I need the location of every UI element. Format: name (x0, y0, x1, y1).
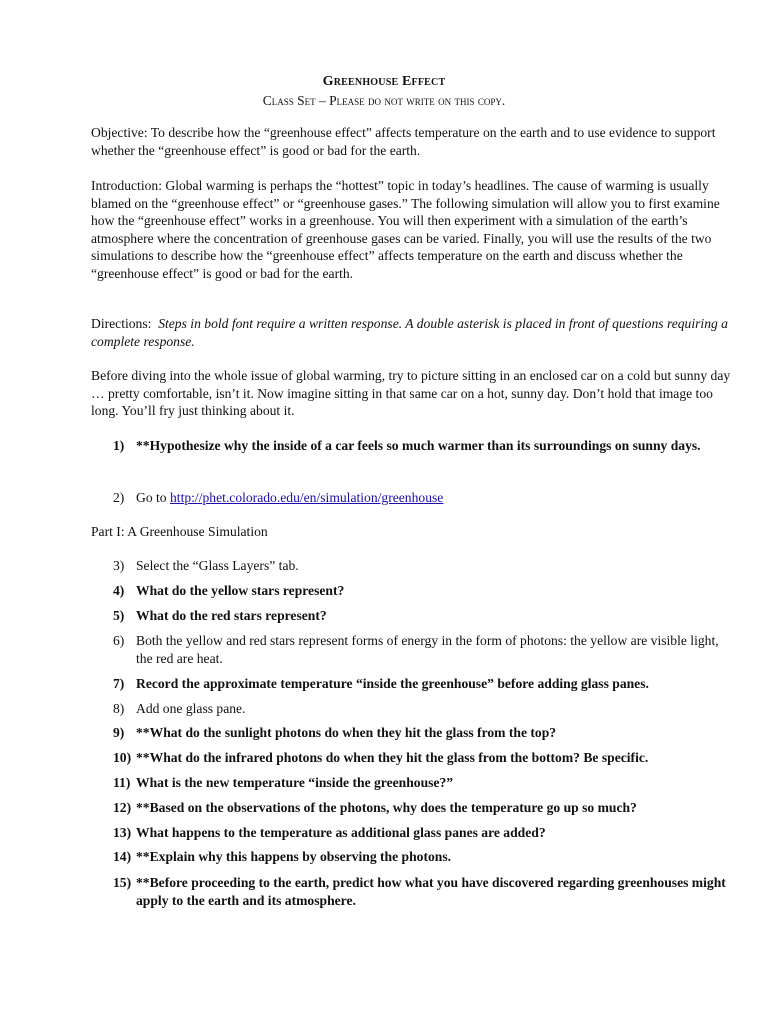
item-number: 2) (113, 490, 125, 505)
item-text: What happens to the temperature as additional glass panes are added? (136, 825, 546, 840)
item-number: 6) (113, 633, 125, 648)
item-number: 5) (113, 608, 125, 623)
item-number: 14) (113, 849, 132, 864)
item-text: **Before proceeding to the earth, predict how what you have discovered regarding greenhouses might apply to the earth and its atmosphere. (136, 875, 726, 908)
item-text: **What do the infrared photons do when they hit the glass from the bottom? Be specific. (136, 750, 649, 765)
item-text: What do the red stars represent? (136, 608, 327, 623)
document-subtitle: Class Set – Please do not write on this copy. (262, 93, 506, 108)
item-text (136, 489, 736, 507)
directions-paragraph (91, 315, 741, 350)
item-text: **What do the sunlight photons do when they hit the glass from the top? (136, 725, 557, 740)
item-text: **Hypothesize why the inside of a car feels so much warmer than its surroundings on sunny days. (136, 438, 701, 453)
phet-simulation-link[interactable]: http://phet.colorado.edu/en/simulation/greenhouse (170, 490, 444, 505)
item-number: 13) (113, 825, 132, 840)
item-number: 1) (113, 438, 125, 453)
item-number: 4) (113, 583, 125, 598)
item-text: **Explain why this happens by observing the photons. (136, 849, 452, 864)
directions-text: Steps in bold font require a written response. A double asterisk is placed in front of questions requiring a complete response. (91, 316, 728, 349)
directions-label: Directions: (91, 316, 152, 331)
item-number: 7) (113, 676, 125, 691)
item-number: 12) (113, 800, 132, 815)
item-text: Record the approximate temperature “inside the greenhouse” before adding glass panes. (136, 676, 649, 691)
item-text: **Based on the observations of the photons, why does the temperature go up so much? (136, 800, 637, 815)
document-title: Greenhouse Effect (322, 74, 446, 89)
item-number: 11) (113, 775, 131, 790)
item-text: Both the yellow and red stars represent forms of energy in the form of photons: the yellow are visible light, the red are heat. (136, 633, 719, 666)
item-text: Select the “Glass Layers” tab. (136, 558, 299, 573)
item-number: 3) (113, 558, 125, 573)
item-number: 15) (113, 875, 132, 890)
objective-paragraph: Objective: To describe how the “greenhouse effect” affects temperature on the earth and to use evidence to support whether the “greenhouse effect” is good or bad for the earth. (91, 125, 716, 158)
item-number: 10) (113, 750, 132, 765)
part-1-heading: Part I: A Greenhouse Simulation (91, 524, 268, 539)
introduction-paragraph: Introduction: Global warming is perhaps the “hottest” topic in today’s headlines. The cause of warming is usually blamed on the “greenhouse effect” or “greenhouse gases.” The following simulation will allow you to first examine how the “greenhouse effect” works in a greenhouse. You will then experiment with a simulation of the earth’s atmosphere where the concentration of greenhouse gases can be varied. Finally, you will use the results of the two simulations to describe how the “greenhouse effect” affects temperature on the earth and discuss whether the “greenhouse effect” is good or bad for the earth. (91, 178, 720, 281)
item-text-prefix: Go to (136, 490, 167, 505)
item-text: Add one glass pane. (136, 701, 246, 716)
item-number: 9) (113, 725, 125, 740)
item-text: What is the new temperature “inside the greenhouse?” (136, 775, 454, 790)
item-number: 8) (113, 701, 125, 716)
prelude-paragraph: Before diving into the whole issue of global warming, try to picture sitting in an enclosed car on a cold but sunny day … pretty comfortable, isn’t it. Now imagine sitting in that same car on a hot, sunny day. Don’t hold that image too long. You’ll fry just thinking about it. (91, 368, 731, 418)
item-text: What do the yellow stars represent? (136, 583, 345, 598)
